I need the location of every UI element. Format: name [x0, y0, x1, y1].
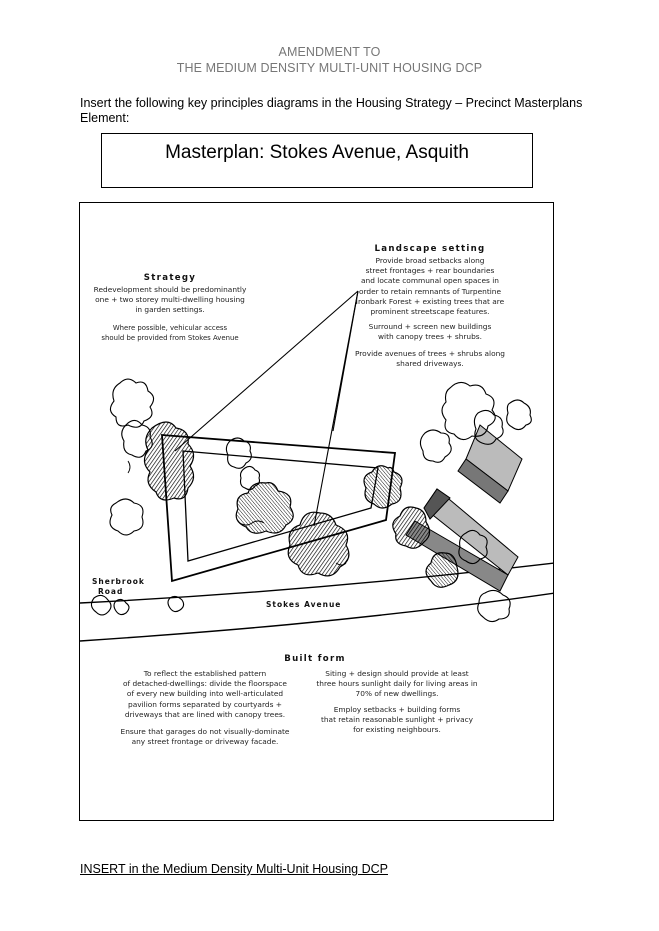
strategy-line: in garden settings.	[135, 305, 205, 315]
built-form-line: Ensure that garages do not visually-dominate	[120, 727, 290, 736]
built-form-right-1	[302, 669, 492, 700]
road-label-line: Sherbrook	[92, 577, 145, 586]
landscape-line: Provide broad setbacks along	[375, 256, 485, 265]
landscape-line: Provide avenues of trees + shrubs along	[354, 349, 505, 358]
landscape-line: with canopy trees + shrubs.	[378, 332, 482, 342]
built-form-line: driveways that are lined with canopy trees.	[124, 709, 286, 719]
neighbour-buildings	[406, 425, 522, 591]
built-form-line: that retain reasonable sunlight + privacy	[320, 715, 474, 725]
strategy-line: Where possible, vehicular access	[112, 324, 228, 332]
built-form-line: To reflect the established pattern	[143, 669, 267, 678]
sherbrook-road-label	[92, 577, 145, 597]
built-form-line: three hours sunlight daily for living areas in	[316, 679, 478, 689]
landscape-heading: Landscape setting	[374, 244, 486, 254]
page-title: Masterplan: Stokes Avenue, Asquith	[165, 142, 469, 163]
strategy-text-1	[80, 285, 260, 316]
canopy-trees	[144, 422, 458, 587]
landscape-text-1	[345, 256, 515, 317]
stokes-avenue-label: Stokes Avenue	[266, 600, 342, 609]
road-label-line: Road	[98, 587, 124, 596]
strategy-line: one + two storey multi-dwelling housing	[95, 295, 245, 305]
landscape-line: street frontages + rear boundaries	[365, 266, 495, 276]
landscape-text-3	[345, 349, 515, 369]
built-form-heading: Built form	[284, 654, 346, 664]
built-form-line: 70% of new dwellings.	[355, 689, 439, 699]
built-form-left-2	[110, 727, 300, 747]
built-form-line: of detached-dwellings: divide the floorspace	[123, 679, 287, 689]
landscape-line: shared driveways.	[396, 359, 464, 369]
built-form-line: for existing neighbours.	[353, 725, 441, 735]
masterplan-diagram	[79, 202, 554, 821]
strategy-text-2	[80, 323, 260, 343]
built-form-right-2	[302, 705, 492, 736]
built-form-line: Siting + design should provide at least	[325, 669, 469, 678]
landscape-line: and locate communal open spaces in	[361, 276, 499, 286]
header-line-2: THE MEDIUM DENSITY MULTI-UNIT HOUSING DCP	[176, 61, 483, 75]
intro-text: Insert the following key principles diagrams in the Housing Strategy – Precinct Masterplans Element:	[80, 96, 583, 125]
title-box	[101, 133, 533, 188]
strategy-heading: Strategy	[143, 273, 197, 283]
built-form-line: any street frontage or driveway facade.	[131, 737, 279, 747]
built-form-left-1	[110, 669, 300, 720]
landscape-line: Surround + screen new buildings	[368, 322, 492, 331]
built-form-line: of every new building into well-articulated	[126, 689, 284, 699]
built-form-line: pavilion forms separated by courtyards +	[128, 699, 282, 709]
landscape-line: prominent streetscape features.	[370, 307, 490, 317]
footer-insert-note: INSERT in the Medium Density Multi-Unit Housing DCP	[80, 862, 388, 876]
strategy-line: Redevelopment should be predominantly	[93, 285, 247, 294]
built-form-line: Employ setbacks + building forms	[333, 705, 461, 714]
landscape-text-2	[345, 322, 515, 342]
landscape-line: Ironbark Forest + existing trees that are	[355, 296, 505, 306]
strategy-line: should be provided from Stokes Avenue	[101, 334, 239, 343]
landscape-line: order to retain remnants of Turpentine	[358, 286, 502, 296]
header-line-1: AMENDMENT TO	[278, 45, 381, 59]
outline-trees	[91, 379, 531, 622]
